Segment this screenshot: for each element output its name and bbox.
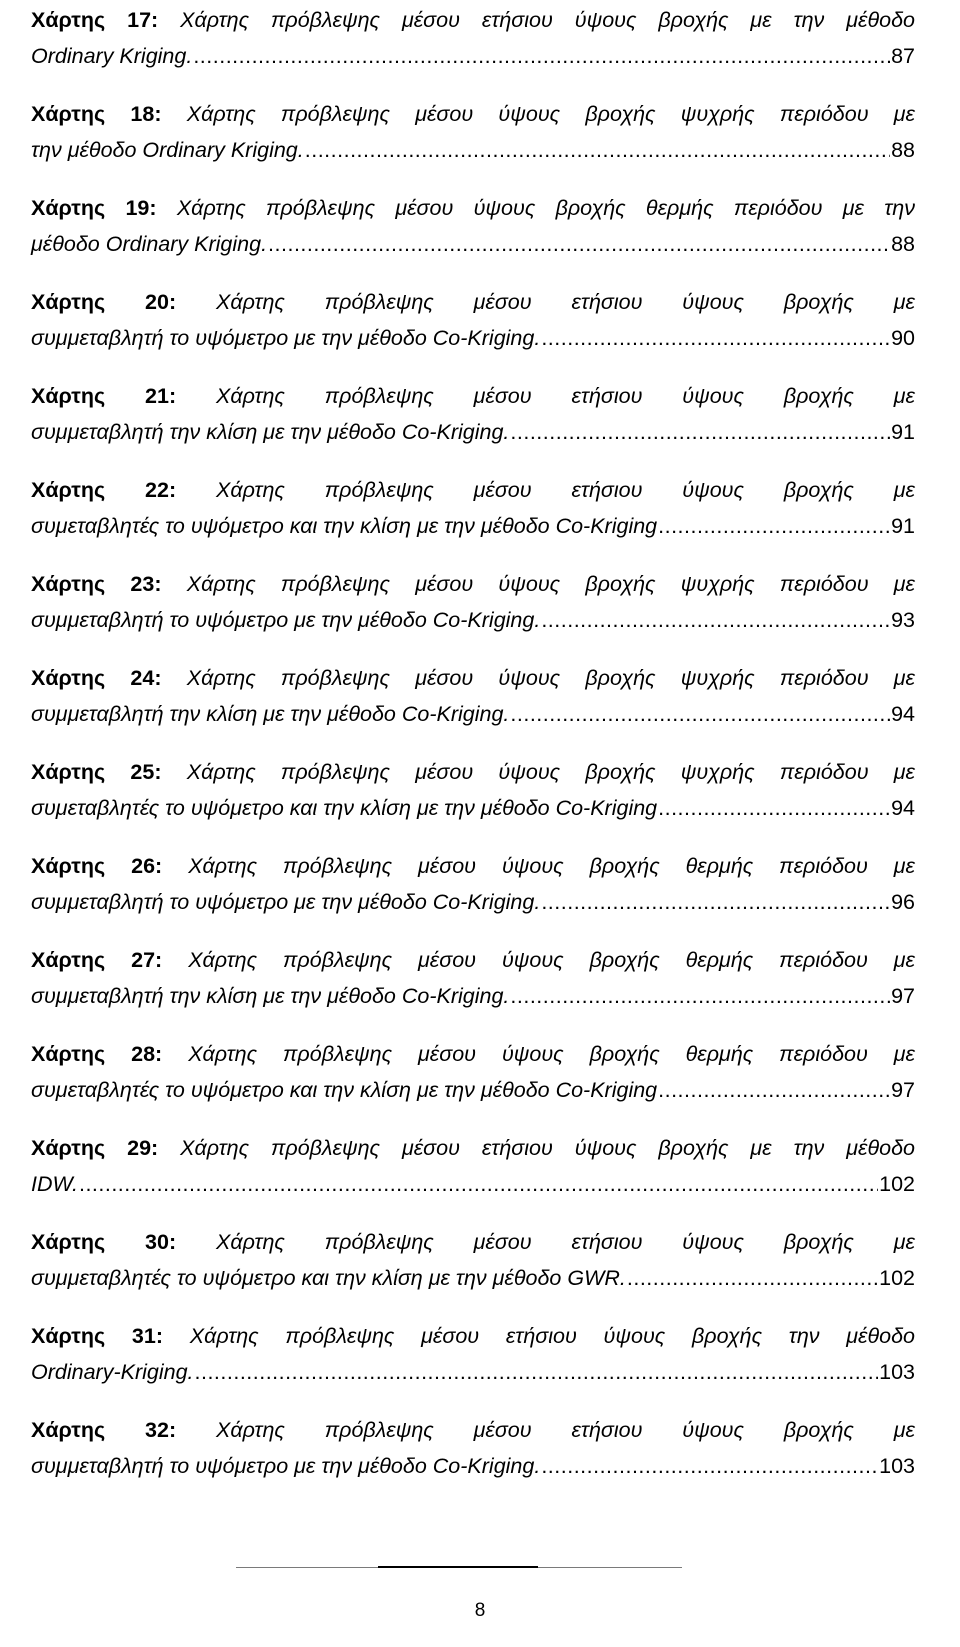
entry-title-continued: την μέθοδο Ordinary Kriging. bbox=[31, 138, 304, 162]
entry-page-number: 96 bbox=[891, 890, 915, 914]
entry-label: Χάρτης 26: bbox=[31, 854, 163, 878]
entry-page-number: 91 bbox=[891, 420, 915, 444]
entry-title-continued: συμμεταβλητή το υψόμετρο με την μέθοδο Co-Kriging. bbox=[31, 608, 541, 632]
toc-entry[interactable] bbox=[31, 96, 915, 168]
entry-label: Χάρτης 27: bbox=[31, 948, 163, 972]
entry-title-continued: συμμεταβλητή την κλίση με την μέθοδο Co-Kriging. bbox=[31, 420, 510, 444]
dot-leader bbox=[195, 1354, 879, 1390]
entry-page-number: 94 bbox=[891, 702, 915, 726]
toc-entry[interactable] bbox=[31, 1224, 915, 1296]
dot-leader bbox=[510, 414, 890, 450]
entry-title-continued: Ordinary Kriging. bbox=[31, 44, 193, 68]
dot-leader bbox=[193, 38, 890, 74]
toc-entry[interactable] bbox=[31, 472, 915, 544]
entry-label: Χάρτης 22: bbox=[31, 478, 177, 502]
entry-page-number: 88 bbox=[891, 232, 915, 256]
entry-page-number: 93 bbox=[891, 608, 915, 632]
entry-title-continued: Ordinary-Kriging. bbox=[31, 1360, 194, 1384]
toc-entry[interactable] bbox=[31, 284, 915, 356]
entry-title-continued: συμμεταβλητή το υψόμετρο με την μέθοδο Co-Kriging. bbox=[31, 890, 541, 914]
toc-entry[interactable] bbox=[31, 848, 915, 920]
entry-title-continued: συμεταβλητές το υψόμετρο και την κλίση με την μέθοδο Co-Kriging bbox=[31, 514, 658, 538]
entry-page-number: 102 bbox=[879, 1266, 915, 1290]
dot-leader bbox=[79, 1166, 878, 1202]
dot-leader bbox=[627, 1260, 878, 1296]
entry-title-continued: μέθοδο Ordinary Kriging. bbox=[31, 232, 268, 256]
entry-label: Χάρτης 30: bbox=[31, 1230, 177, 1254]
entry-title: Χάρτης πρόβλεψης μέσου ύψους βροχής ψυχρής περιόδου με bbox=[186, 760, 916, 784]
dot-leader bbox=[268, 226, 890, 262]
entry-title: Χάρτης πρόβλεψης μέσου ύψους βροχής θερμής περιόδου με την bbox=[176, 196, 915, 220]
toc-entry[interactable] bbox=[31, 754, 915, 826]
dot-leader bbox=[510, 696, 890, 732]
entry-title: Χάρτης πρόβλεψης μέσου ετήσιου ύψους βροχής με bbox=[215, 1230, 915, 1254]
toc-entry[interactable] bbox=[31, 1130, 915, 1202]
entry-title: Χάρτης πρόβλεψης μέσου ύψους βροχής θερμής περιόδου με bbox=[188, 1042, 915, 1066]
entry-label: Χάρτης 19: bbox=[31, 196, 157, 220]
dot-leader bbox=[658, 1072, 890, 1108]
toc-entry[interactable] bbox=[31, 566, 915, 638]
footer-divider-accent bbox=[378, 1566, 538, 1568]
entry-title: Χάρτης πρόβλεψης μέσου ετήσιου ύψους βροχής την μέθοδο bbox=[189, 1324, 916, 1348]
dot-leader bbox=[541, 1448, 878, 1484]
entry-title: Χάρτης πρόβλεψης μέσου ύψους βροχής θερμής περιόδου με bbox=[188, 948, 915, 972]
dot-leader bbox=[658, 508, 890, 544]
dot-leader bbox=[305, 132, 890, 168]
entry-title-continued: IDW. bbox=[31, 1172, 78, 1196]
entry-page-number: 91 bbox=[891, 514, 915, 538]
entry-label: Χάρτης 20: bbox=[31, 290, 177, 314]
dot-leader bbox=[510, 978, 890, 1014]
entry-title: Χάρτης πρόβλεψης μέσου ετήσιου ύψους βροχής με την μέθοδο bbox=[180, 8, 916, 32]
entry-title: Χάρτης πρόβλεψης μέσου ύψους βροχής θερμής περιόδου με bbox=[188, 854, 915, 878]
entry-page-number: 97 bbox=[891, 984, 915, 1008]
entry-title-continued: συμεταβλητές το υψόμετρο και την κλίση με την μέθοδο Co-Kriging bbox=[31, 796, 658, 820]
entry-label: Χάρτης 29: bbox=[31, 1136, 159, 1160]
dot-leader bbox=[658, 790, 890, 826]
entry-title-continued: συμεταβλητές το υψόμετρο και την κλίση με την μέθοδο Co-Kriging bbox=[31, 1078, 658, 1102]
entry-page-number: 97 bbox=[891, 1078, 915, 1102]
entry-page-number: 102 bbox=[879, 1172, 915, 1196]
entry-title: Χάρτης πρόβλεψης μέσου ετήσιου ύψους βροχής με bbox=[215, 384, 915, 408]
toc-entry[interactable] bbox=[31, 190, 915, 262]
entry-title-continued: συμμεταβλητή το υψόμετρο με την μέθοδο Co-Kriging. bbox=[31, 326, 541, 350]
entry-title-continued: συμμεταβλητή το υψόμετρο με την μέθοδο Co-Kriging. bbox=[31, 1454, 541, 1478]
toc-entry[interactable] bbox=[31, 1318, 915, 1390]
dot-leader bbox=[541, 602, 890, 638]
entry-label: Χάρτης 24: bbox=[31, 666, 162, 690]
entry-label: Χάρτης 23: bbox=[31, 572, 162, 596]
entry-label: Χάρτης 21: bbox=[31, 384, 177, 408]
toc-entry[interactable] bbox=[31, 1036, 915, 1108]
entry-page-number: 103 bbox=[879, 1360, 915, 1384]
entry-label: Χάρτης 17: bbox=[31, 8, 159, 32]
entry-title: Χάρτης πρόβλεψης μέσου ετήσιου ύψους βροχής με bbox=[215, 478, 915, 502]
entry-page-number: 103 bbox=[879, 1454, 915, 1478]
entry-label: Χάρτης 18: bbox=[31, 102, 162, 126]
entry-page-number: 87 bbox=[891, 44, 915, 68]
entry-title: Χάρτης πρόβλεψης μέσου ετήσιου ύψους βροχής με bbox=[215, 1418, 915, 1442]
toc-entry[interactable] bbox=[31, 378, 915, 450]
entry-page-number: 88 bbox=[891, 138, 915, 162]
entry-page-number: 90 bbox=[891, 326, 915, 350]
toc-entry[interactable] bbox=[31, 660, 915, 732]
entry-title: Χάρτης πρόβλεψης μέσου ετήσιου ύψους βροχής με την μέθοδο bbox=[180, 1136, 916, 1160]
entry-label: Χάρτης 31: bbox=[31, 1324, 163, 1348]
entry-title: Χάρτης πρόβλεψης μέσου ύψους βροχής ψυχρής περιόδου με bbox=[186, 572, 916, 596]
dot-leader bbox=[541, 320, 890, 356]
toc-entry[interactable] bbox=[31, 2, 915, 74]
dot-leader bbox=[541, 884, 890, 920]
table-of-figures bbox=[31, 0, 915, 1506]
entry-title: Χάρτης πρόβλεψης μέσου ύψους βροχής ψυχρής περιόδου με bbox=[186, 102, 916, 126]
entry-title-continued: συμμεταβλητή την κλίση με την μέθοδο Co-Kriging. bbox=[31, 702, 510, 726]
entry-label: Χάρτης 32: bbox=[31, 1418, 177, 1442]
entry-title: Χάρτης πρόβλεψης μέσου ύψους βροχής ψυχρής περιόδου με bbox=[186, 666, 916, 690]
page-number: 8 bbox=[474, 1600, 486, 1621]
entry-title: Χάρτης πρόβλεψης μέσου ετήσιου ύψους βροχής με bbox=[215, 290, 915, 314]
toc-entry[interactable] bbox=[31, 942, 915, 1014]
entry-page-number: 94 bbox=[891, 796, 915, 820]
toc-entry[interactable] bbox=[31, 1412, 915, 1484]
entry-title-continued: συμμεταβλητές το υψόμετρο και την κλίση με την μέθοδο GWR. bbox=[31, 1266, 626, 1290]
entry-label: Χάρτης 28: bbox=[31, 1042, 163, 1066]
entry-label: Χάρτης 25: bbox=[31, 760, 162, 784]
entry-title-continued: συμμεταβλητή την κλίση με την μέθοδο Co-Kriging. bbox=[31, 984, 510, 1008]
